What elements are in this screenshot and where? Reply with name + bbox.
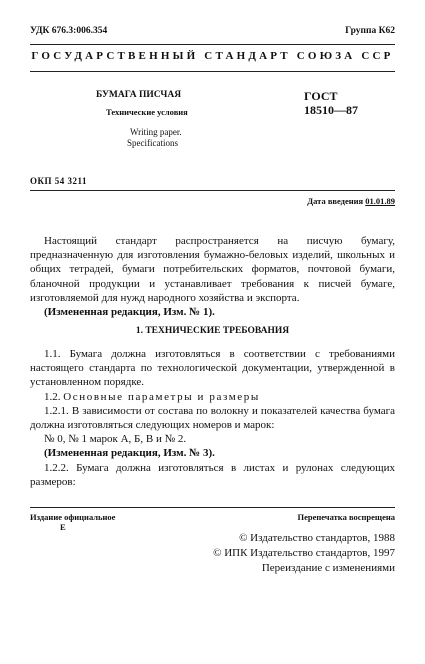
requirements-block [30, 347, 395, 489]
group-code: Группа К62 [345, 26, 395, 36]
reprint-prohibited: Перепечатка воспрещена [297, 512, 395, 522]
okp-rule [30, 190, 395, 191]
paragraph-1-2-heading: Основные параметры и размеры [63, 390, 260, 403]
copyright-line-1: © Издательство стандартов, 1988 [239, 532, 395, 544]
intro-paragraph: Настоящий стандарт распространяется на писчую бумагу, предназначенную для изготовления бумажно-беловых изделий, школьных и общих тетрадей, бумаги потребительских форматов, почтовой бумаги, бланочной продукции и устанавливает требования к писчей бумаге, изготовляемой для нужд народного хозяйства и экспорта. [30, 235, 395, 304]
paragraph-1-2-number: 1.2. [44, 390, 61, 403]
gost-number: 18510—87 [304, 103, 358, 117]
section-heading: 1. ТЕХНИЧЕСКИЕ ТРЕБОВАНИЯ [135, 326, 290, 336]
amendment-note-1: (Измененная редакция, Изм. № 1). [44, 306, 215, 319]
paragraph-1-1: 1.1. Бумага должна изготовляться в соответствии с требованиями настоящего стандарта по технологической документации, утвержденной в установленном порядке. [30, 348, 395, 389]
state-standard-title: ГОСУДАРСТВЕННЫЙ СТАНДАРТ СОЮЗА ССР [31, 50, 394, 62]
top-rule [30, 44, 395, 45]
paragraph-1-2-2: 1.2.2. Бумага должна изготовляться в листах и рулонах следующих размеров: [30, 461, 395, 488]
english-title-line2: Specifications [127, 138, 178, 148]
paragraph-1-2-1: 1.2.1. В зависимости от состава по волокну и показателей качества бумага должна изготовляться следующих номеров и марок: [30, 404, 395, 432]
footer-rule [30, 507, 395, 508]
grades-list: № 0, № 1 марок А, Б, В и № 2. [44, 433, 187, 446]
intro-date-value: 01.01.89 [365, 196, 395, 206]
official-edition: Издание официальное [30, 512, 116, 522]
document-title: БУМАГА ПИСЧАЯ [96, 90, 182, 100]
document-subtitle: Технические условия [106, 107, 188, 117]
gost-label: ГОСТ [304, 89, 338, 103]
copyright-line-3: Переиздание с изменениями [261, 562, 395, 574]
copyright-line-2: © ИПК Издательство стандартов, 1997 [213, 547, 395, 559]
introduction-date [307, 196, 395, 206]
okp-code: ОКП 54 3211 [30, 176, 88, 186]
intro-date-label: Дата введения [307, 196, 364, 206]
intro-block [30, 234, 395, 319]
amendment-note-3: (Измененная редакция, Изм. № 3). [44, 447, 215, 460]
official-edition-mark: Е [60, 522, 66, 532]
paragraph-1-2 [30, 390, 395, 404]
english-title-line1: Writing paper. [130, 127, 182, 137]
title-rule [30, 71, 395, 72]
udk-code: УДК 676.3:006.354 [30, 26, 108, 36]
gost-designation [304, 89, 358, 117]
